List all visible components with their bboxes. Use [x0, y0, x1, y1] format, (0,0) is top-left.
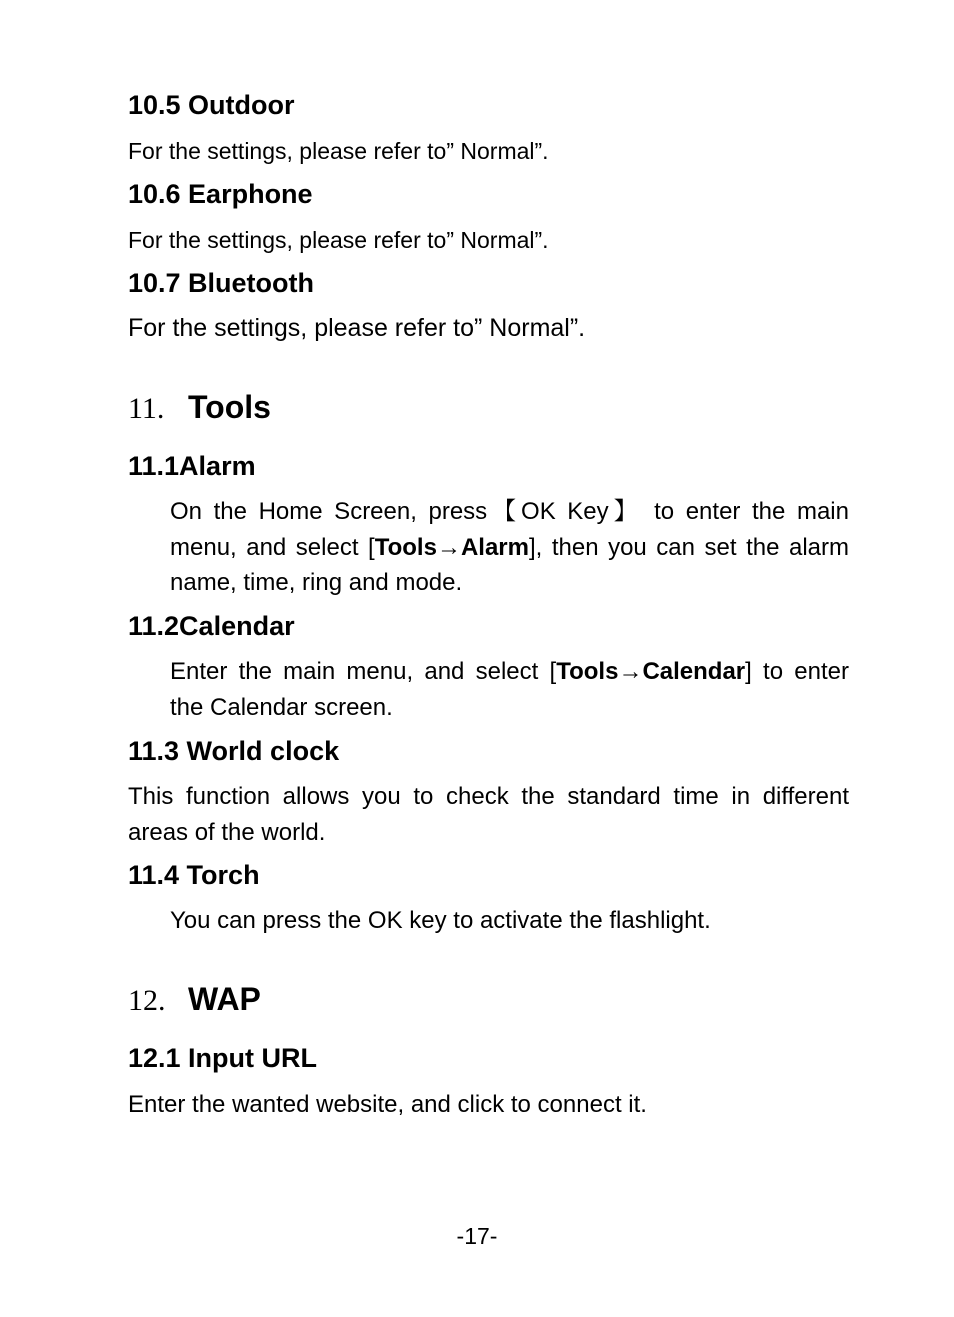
- heading-11-3: 11.3 World clock: [128, 736, 340, 766]
- heading-10-5: 10.5 Outdoor: [128, 90, 295, 120]
- chapter-11-title: Tools: [188, 389, 271, 425]
- body-11-2: [170, 654, 849, 725]
- heading-11-1: 11.1Alarm: [128, 451, 256, 481]
- body-11-1-text-post: ], then you can set the alarm name, time, ring and mode.: [170, 533, 849, 596]
- body-11-3: This function allows you to check the standard time in different areas of the world.: [128, 783, 849, 846]
- body-11-1-menu-alarm: Alarm: [460, 533, 529, 561]
- body-10-6: For the settings, please refer to” Normal”.: [128, 227, 549, 253]
- body-11-2-menu-calendar: Calendar: [642, 658, 746, 685]
- body-11-2-text-post: ] to enter the Calendar screen.: [170, 658, 849, 721]
- chapter-12-number: 12.: [128, 984, 166, 1017]
- heading-10-7: 10.7 Bluetooth: [128, 268, 315, 298]
- arrow-icon: →: [436, 533, 461, 561]
- body-11-2-text-pre: Enter the main menu, and select [: [170, 658, 557, 685]
- heading-11-4: 11.4 Torch: [128, 860, 260, 890]
- body-11-1-menu-tools: Tools: [374, 533, 437, 561]
- chapter-12-title: WAP: [188, 981, 261, 1017]
- body-10-5: For the settings, please refer to” Normal”.: [128, 138, 549, 164]
- arrow-icon: →: [618, 658, 643, 685]
- body-10-7: For the settings, please refer to” Normal”.: [128, 314, 586, 342]
- page-number: -17-: [456, 1223, 498, 1249]
- body-11-1: [170, 494, 849, 601]
- body-11-1-text-pre: On the Home Screen, press【OK Key】 to enter the main menu, and select [: [170, 498, 849, 561]
- chapter-11-heading: [128, 387, 271, 434]
- heading-12-1: 12.1 Input URL: [128, 1043, 318, 1073]
- chapter-12-heading: [128, 979, 261, 1026]
- body-11-4: You can press the OK key to activate the flashlight.: [170, 907, 711, 934]
- chapter-11-number: 11.: [128, 392, 165, 425]
- heading-11-2: 11.2Calendar: [128, 611, 295, 641]
- heading-10-6: 10.6 Earphone: [128, 179, 313, 209]
- body-12-1: Enter the wanted website, and click to connect it.: [128, 1091, 647, 1118]
- body-11-2-menu-tools: Tools: [556, 658, 619, 685]
